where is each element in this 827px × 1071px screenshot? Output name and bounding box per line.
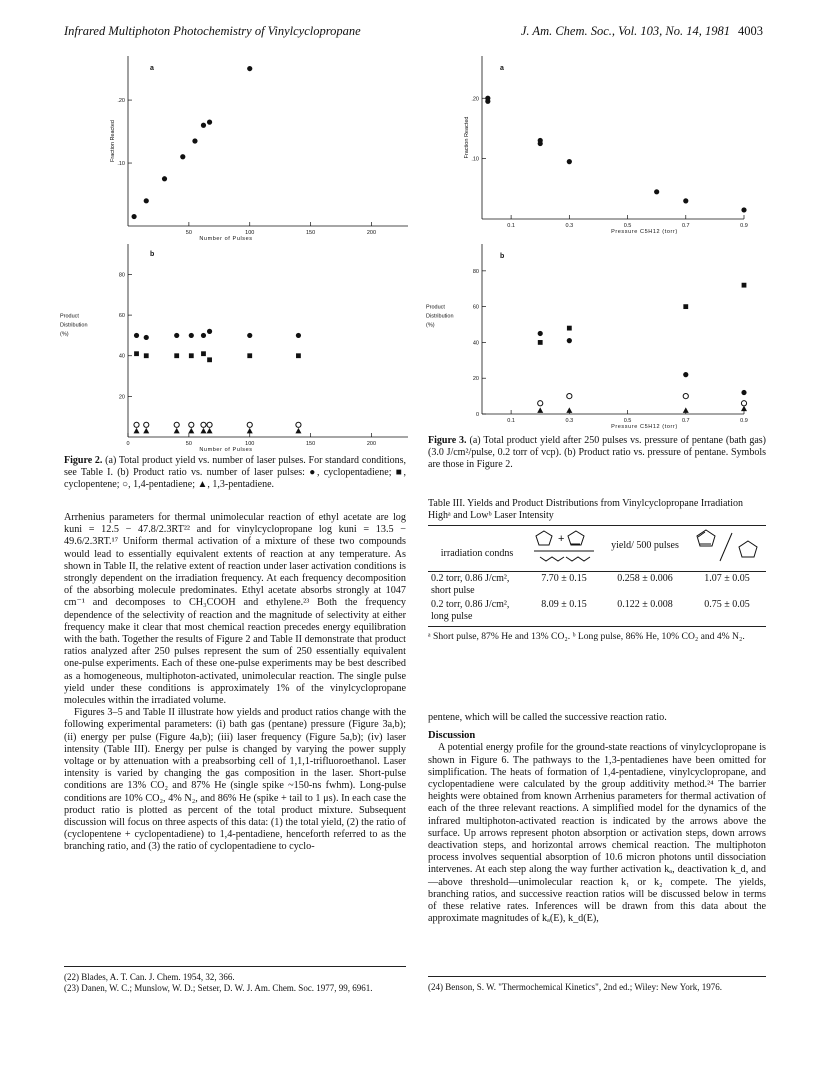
- cell-conditions: 0.2 torr, 0.86 J/cm², short pulse: [431, 573, 510, 597]
- table-iii-title: Table III. Yields and Product Distributions from Vinylcyclopropane Irradiation Highᵃ and Lowᵇ Laser Intensity: [428, 498, 744, 521]
- marker-1-4-pentadiene: [134, 422, 139, 427]
- x-tick-label: 0.1: [507, 418, 515, 424]
- col-header-ratio2-structures: [688, 526, 766, 572]
- journal-citation: [521, 24, 763, 39]
- footnote: (22) Blades, A. T. Can. J. Chem. 1954, 32, 366.: [64, 972, 235, 982]
- marker-cyclopentene: [174, 353, 179, 358]
- x-tick-label: 0.9: [740, 418, 748, 424]
- right-body-column: [428, 712, 766, 925]
- marker-1-4-pentadiene: [683, 394, 688, 399]
- structure-cyclopentene-plus-cyclopentadiene-over-pentadiene: [532, 527, 596, 567]
- marker-1-4-pentadiene: [538, 401, 543, 406]
- table-footnote: ᵃ Short pulse, 87% He and 13% CO₂. ᵇ Long pulse, 86% He, 10% CO₂ and 4% N₂.: [428, 630, 745, 642]
- figure-3-caption-text: (a) Total product yield after 250 pulses vs. pressure of pentane (bath gas) (3.0 J/cm²/pulse, 0.2 torr of vcp). (b) Product ratio vs. pressure of pentane. Symbols are those in Figure 2.: [428, 435, 766, 470]
- x-tick-label: 0.7: [681, 418, 690, 424]
- y-tick-label: 60: [118, 313, 125, 320]
- marker-cyclopentadiene: [683, 372, 688, 377]
- left-body-column: [64, 512, 406, 854]
- marker-cyclopentadiene: [144, 335, 149, 340]
- body-paragraph: A potential energy profile for the ground-state reactions of vinylcyclopropane is shown in Figure 6. The pathways to the 1,3-pentadienes have been omitted for simplification. The heats of formation of 1,4-pentadiene, vinylcyclopropane, and cyclopentadiene were calculated by the group additivity method.²⁴ The barrier heights were obtained from known Arrhenius parameters for thermal activation of each of the three relevant reactions. A simplified model for the dynamics of the infrared multiphoton-activated reaction is indicated by the arrows above the surface. Up arrows represent photon absorption or activation steps, down arrows deactivation steps, and horizontal arrows chemical reaction. The multiphoton process involves sequential absorption of 10.6 micron photons until dissociation intervenes. At each step along the way further activation kₐ, deactivation k_d, and—above threshold—unimolecular reaction k₁ or k₂ compete. The yields, branching ratios, and successive reaction ratios will be discussed below in terms of these relative rates. Inferences will be drawn from this data about the approximate magnitudes of kₐ(E), k_d(E),: [428, 742, 766, 925]
- col-header-ratio1-structures: [526, 526, 602, 572]
- figure-2-caption: [64, 455, 406, 490]
- footnote-rule: [428, 976, 766, 977]
- marker-cyclopentadiene: [134, 333, 139, 338]
- cell-yield: 0.258 ± 0.006: [617, 573, 673, 585]
- marker-cyclopentene: [683, 304, 688, 309]
- marker-cyclopentene: [144, 353, 149, 358]
- x-tick-label: 0.1: [507, 223, 515, 229]
- panel-letter: b: [150, 251, 155, 258]
- x-tick-label: 100: [245, 230, 255, 236]
- y-axis-label: (%): [60, 331, 69, 338]
- x-tick-label: 0.7: [681, 223, 690, 229]
- page-number: 4003: [738, 24, 763, 38]
- x-tick-label: 50: [185, 230, 192, 236]
- x-tick-label: 0.5: [623, 418, 632, 424]
- table-iii: [428, 498, 766, 642]
- y-tick-label: 80: [472, 268, 479, 275]
- marker-cyclopentene: [296, 353, 301, 358]
- marker-cyclopentadiene: [207, 329, 212, 334]
- figure-2: [60, 48, 420, 468]
- figure-3: [420, 48, 770, 468]
- y-tick-label: 20: [118, 394, 125, 401]
- structure-cyclopentadiene-over-cyclopentene: [692, 527, 762, 567]
- x-axis-label: Number of Pulses: [199, 236, 253, 242]
- marker-cyclopentadiene: [207, 120, 212, 125]
- x-tick-label: 0.5: [623, 223, 632, 229]
- marker-cyclopentadiene: [162, 176, 167, 181]
- panel-letter: b: [500, 253, 505, 260]
- marker-cyclopentadiene: [741, 390, 746, 395]
- marker-1-4-pentadiene: [207, 422, 212, 427]
- marker-1-4-pentadiene: [189, 422, 194, 427]
- marker-cyclopentene: [742, 283, 747, 288]
- marker-cyclopentadiene: [741, 207, 746, 212]
- x-axis-label: Pressure C5H12 (torr): [611, 229, 678, 235]
- col-header-yield: yield/ 500 pulses: [611, 539, 679, 551]
- marker-cyclopentadiene: [189, 333, 194, 338]
- marker-cyclopentadiene: [247, 333, 252, 338]
- marker-1-4-pentadiene: [174, 422, 179, 427]
- marker-1-3-pentadiene: [134, 428, 140, 434]
- svg-text:+: +: [558, 532, 565, 545]
- x-tick-label: 0.3: [565, 223, 574, 229]
- y-tick-label: 20: [472, 376, 479, 383]
- y-axis-label: Fraction Reacted: [464, 116, 470, 159]
- cell-conditions: 0.2 torr, 0.86 J/cm², long pulse: [431, 598, 510, 622]
- marker-1-3-pentadiene: [143, 428, 149, 434]
- figure-2a-plot: [110, 56, 408, 242]
- y-tick-label: 40: [472, 340, 479, 347]
- running-title: Infrared Multiphoton Photochemistry of Vinylcyclopropane: [64, 24, 361, 38]
- marker-1-4-pentadiene: [247, 422, 252, 427]
- marker-cyclopentene: [134, 351, 139, 356]
- marker-cyclopentene: [189, 353, 194, 358]
- right-footnotes: [428, 982, 766, 993]
- x-axis-label: Number of Pulses: [199, 447, 253, 453]
- journal-name: J. Am. Chem. Soc., Vol. 103, No. 14, 1981: [520, 24, 730, 38]
- marker-cyclopentene: [201, 351, 206, 356]
- marker-cyclopentene: [207, 357, 212, 362]
- body-paragraph: Arrhenius parameters for thermal unimolecular reaction of ethyl acetate are log kuni = 12.5 − 47.8/2.3RT²² and for vinylcyclopropane log kuni = 13.5 − 49.6/2.3RT.¹⁷ Uniform thermal activation of a mixture of these two compounds would lead to essentially equivalent extents of reaction at any temperature. As shown in Table II, the relative extent of reaction under laser activation conditions is strongly dependent on the irradiation frequency. At each frequency decomposition of the absorbing molecule predominates. Ethyl acetate absorbs strongly at 1047 cm⁻¹ and decomposes to CH₃COOH and ethylene.²³ Both the frequency dependence of the selectivity of reaction and the magnitude of selectivity at either frequency make it clear that most chemical reaction precedes energy equilibration with the bath. Together the results of Figure 2 and Table II demonstrate that product ratios analyzed after 250 pulses represent the sum of 250 essentially equivalent one-pulse experiments. Each of these one-pulse experiments may be best described as a homogeneous, multiphoton-activated, unimolecular reaction. The single pulse yield under these conditions is approximately 1% of the vinylcyclopropane molecules within the irradiated volume.: [64, 512, 406, 707]
- x-tick-label: 200: [366, 230, 377, 236]
- figure-3-caption: [428, 435, 766, 470]
- footnote: (24) Benson, S. W. "Thermochemical Kinetics", 2nd ed.; Wiley: New York, 1976.: [428, 982, 723, 992]
- marker-cyclopentene: [538, 340, 543, 345]
- cell-ratio2: 1.07 ± 0.05: [704, 573, 750, 585]
- y-tick-label: .10: [117, 161, 125, 168]
- table-iii-grid: [428, 526, 766, 624]
- y-tick-label: 40: [118, 353, 125, 360]
- marker-cyclopentadiene: [296, 333, 301, 338]
- figure-2b-plot: [60, 244, 408, 453]
- marker-1-3-pentadiene: [247, 428, 253, 434]
- marker-1-4-pentadiene: [567, 394, 572, 399]
- marker-1-3-pentadiene: [683, 407, 689, 413]
- marker-cyclopentadiene: [180, 154, 185, 159]
- x-tick-label: 150: [306, 230, 316, 236]
- footnote: (23) Danen, W. C.; Munslow, W. D.; Setser, D. W. J. Am. Chem. Soc. 1977, 99, 6961.: [64, 982, 373, 993]
- marker-1-4-pentadiene: [296, 422, 301, 427]
- y-tick-label: 80: [118, 272, 125, 279]
- marker-cyclopentadiene: [144, 198, 149, 203]
- table-top-rule: [428, 525, 766, 526]
- table-bottom-rule: [428, 626, 766, 627]
- body-paragraph: Figures 3–5 and Table II illustrate how yields and product ratios change with the following experimental parameters: (i) bath gas (pentane) pressure (Figure 3a,b); (ii) energy per pulse (Figure 4a,b); (iii) laser frequency (Figure 5a,b); (iv) laser intensity (Table III). Energy per pulse is changed by varying the power supply voltage or by attenuation with a preabsorbing cell of 1,1,1-trifluoroethanol. Laser intensity is varied by changing the gas composition in the laser. Short-pulse conditions are 13% CO₂ and 87% He (single spike ~150-ns fwhm). Long-pulse conditions are 10% CO₂, 4% N₂, and 86% He (spike + tail to 1 μs). In each case the product ratio is plotted as percent of the total product mixture. Subsequent discussion will focus on three aspects of this data: (1) the total yield, (2) the ratio of (cyclopentene + cyclopentadiene) to 1,4-pentadiene, henceforth referred to as the branching ratio, and (3) the ratio of cyclopentadiene to cyclo-: [64, 707, 406, 853]
- marker-cyclopentadiene: [131, 214, 136, 219]
- y-axis-label: (%): [426, 322, 435, 329]
- marker-cyclopentadiene: [683, 198, 688, 203]
- figure-2-label: Figure 2.: [64, 455, 103, 466]
- section-heading-discussion: Discussion: [428, 730, 476, 742]
- marker-1-3-pentadiene: [741, 406, 747, 412]
- y-axis-label: Distribution: [426, 313, 454, 320]
- x-tick-label: 200: [366, 441, 377, 447]
- marker-cyclopentadiene: [485, 99, 490, 104]
- y-axis-label: Distribution: [60, 322, 88, 329]
- marker-cyclopentene: [247, 353, 252, 358]
- table-row: [428, 598, 766, 624]
- cell-yield: 0.122 ± 0.008: [617, 598, 673, 610]
- figure-2-caption-text: (a) Total product yield vs. number of laser pulses. For standard conditions, see Table I. (b) Product ratio vs. number of laser pulses: ●, cyclopentadiene; ■, cyclopentene; ○, 1,4-pentadiene; ▲, 1,3-pentadiene.: [64, 455, 406, 490]
- x-tick-label: 0.3: [565, 418, 574, 424]
- marker-1-3-pentadiene: [295, 428, 301, 434]
- cell-ratio1: 7.70 ± 0.15: [541, 573, 587, 585]
- marker-1-3-pentadiene: [188, 428, 194, 434]
- marker-1-4-pentadiene: [741, 401, 746, 406]
- y-tick-label: .10: [471, 156, 479, 163]
- x-tick-label: 150: [306, 441, 316, 447]
- col-header-conditions: irradiation condns: [440, 547, 514, 559]
- marker-cyclopentadiene: [174, 333, 179, 338]
- marker-cyclopentadiene: [192, 138, 197, 143]
- figure-3-label: Figure 3.: [428, 435, 467, 446]
- marker-1-3-pentadiene: [174, 428, 180, 434]
- y-axis-label: Fraction Reacted: [110, 120, 116, 162]
- y-axis-label: Product: [60, 313, 79, 320]
- body-paragraph: pentene, which will be called the successive reaction ratio.: [428, 712, 667, 723]
- marker-cyclopentadiene: [538, 331, 543, 336]
- marker-cyclopentadiene: [538, 141, 543, 146]
- marker-cyclopentadiene: [567, 159, 572, 164]
- left-footnotes: [64, 972, 406, 994]
- marker-cyclopentadiene: [654, 189, 659, 194]
- x-axis-label: Pressure C5H12 (torr): [611, 424, 678, 430]
- x-tick-label: 100: [245, 441, 255, 447]
- marker-cyclopentadiene: [201, 333, 206, 338]
- table-row: [428, 572, 766, 598]
- y-axis-label: Product: [426, 304, 445, 311]
- marker-1-3-pentadiene: [207, 428, 213, 434]
- marker-1-3-pentadiene: [566, 407, 572, 413]
- marker-1-3-pentadiene: [200, 428, 206, 434]
- marker-1-4-pentadiene: [201, 422, 206, 427]
- cell-ratio2: 0.75 ± 0.05: [704, 598, 750, 610]
- marker-cyclopentadiene: [247, 66, 252, 71]
- footnote-rule: [64, 966, 406, 967]
- x-tick-label: 50: [185, 441, 192, 447]
- x-tick-label: 0: [126, 441, 130, 447]
- y-tick-label: .20: [471, 96, 479, 103]
- y-tick-label: 0: [475, 412, 479, 418]
- figure-3a-plot: [464, 56, 748, 235]
- panel-letter: a: [150, 65, 154, 72]
- marker-1-4-pentadiene: [144, 422, 149, 427]
- x-tick-label: 0.9: [740, 223, 748, 229]
- figure-3b-plot: [426, 244, 748, 430]
- y-tick-label: .20: [117, 98, 125, 105]
- marker-cyclopentadiene: [567, 338, 572, 343]
- marker-cyclopentene: [567, 326, 572, 331]
- table-header-row: [428, 526, 766, 572]
- cell-ratio1: 8.09 ± 0.15: [541, 598, 587, 610]
- y-tick-label: 60: [472, 304, 479, 311]
- panel-letter: a: [500, 65, 504, 72]
- table-header-rule: [428, 571, 766, 572]
- marker-1-3-pentadiene: [537, 407, 543, 413]
- marker-cyclopentadiene: [201, 123, 206, 128]
